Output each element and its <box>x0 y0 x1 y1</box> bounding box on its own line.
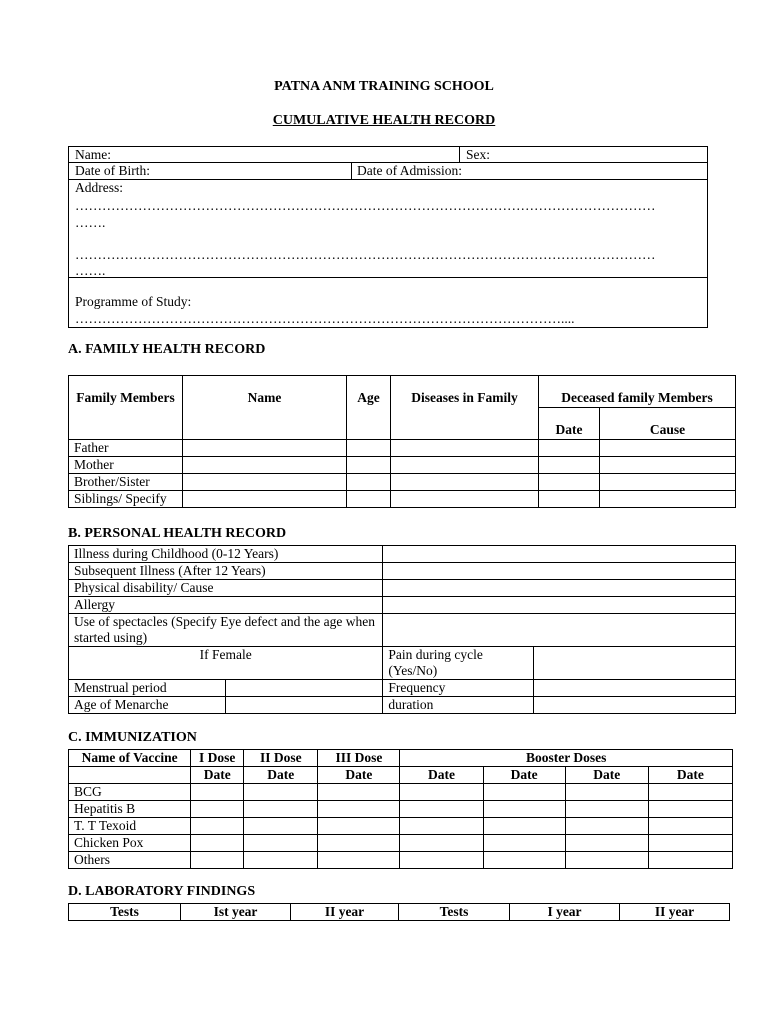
family-row-label: Brother/Sister <box>69 474 183 491</box>
table-row <box>69 784 733 801</box>
frequency-label: Frequency <box>383 680 534 697</box>
col-diseases: Diseases in Family <box>391 376 539 440</box>
admission-label: Date of Admission: <box>357 163 462 178</box>
col-name: Name <box>183 376 347 440</box>
table-row <box>69 580 736 597</box>
lab-col-second-year: II year <box>620 904 730 921</box>
ph-row-label: Allergy <box>69 597 383 614</box>
col-dose-3: III Dose <box>318 750 400 767</box>
table-row <box>69 614 736 647</box>
name-label: Name: <box>75 147 111 162</box>
immunization-heading: C. IMMUNIZATION <box>68 730 197 745</box>
family-row-label: Siblings/ Specify <box>69 491 183 508</box>
ph-row-label: Use of spectacles (Specify Eye defect and the age when started using) <box>69 614 383 647</box>
table-row <box>69 491 736 508</box>
col-date: Date <box>318 767 400 784</box>
table-row <box>69 697 736 714</box>
immunization-table <box>68 749 733 869</box>
menstrual-label: Menstrual period <box>69 680 226 697</box>
lab-col-tests: Tests <box>69 904 181 921</box>
address-dots-2-end: ……. <box>75 263 106 278</box>
col-date: Date <box>565 767 648 784</box>
table-row <box>69 835 733 852</box>
table-row <box>69 647 736 680</box>
record-title: CUMULATIVE HEALTH RECORD <box>272 113 496 128</box>
col-dose-2: II Dose <box>244 750 318 767</box>
table-row <box>69 801 733 818</box>
sex-label: Sex: <box>466 147 491 162</box>
table-row <box>69 597 736 614</box>
col-vaccine: Name of Vaccine <box>69 750 191 767</box>
address-dots-1-end: ……. <box>75 215 106 230</box>
col-date: Date <box>483 767 565 784</box>
programme-dots: ……………………………………………………………………………………………….... <box>75 311 575 326</box>
ph-row-label: Subsequent Illness (After 12 Years) <box>69 563 383 580</box>
family-table <box>68 375 736 508</box>
vaccine-label: BCG <box>69 784 191 801</box>
lab-col-second-year: II year <box>291 904 399 921</box>
ph-row-label: Physical disability/ Cause <box>69 580 383 597</box>
personal-health-table <box>68 545 736 714</box>
col-date: Date <box>191 767 244 784</box>
menarche-label: Age of Menarche <box>69 697 226 714</box>
address-dots-2: ………………………………………………………………………………………………………………… <box>75 247 656 262</box>
col-date: Date <box>648 767 732 784</box>
col-booster: Booster Doses <box>400 750 733 767</box>
col-date: Date <box>244 767 318 784</box>
dob-label: Date of Birth: <box>75 163 150 178</box>
col-date: Date <box>400 767 483 784</box>
col-age: Age <box>347 376 391 440</box>
col-deceased-cause: Cause <box>600 408 736 440</box>
table-row <box>69 546 736 563</box>
family-row-label: Father <box>69 440 183 457</box>
table-row <box>69 680 736 697</box>
vaccine-label: T. T Texoid <box>69 818 191 835</box>
address-label: Address: <box>75 180 123 195</box>
family-heading: A. FAMILY HEALTH RECORD <box>68 342 266 357</box>
col-dose-1: I Dose <box>191 750 244 767</box>
ph-row-label: Illness during Childhood (0-12 Years) <box>69 546 383 563</box>
table-row <box>69 563 736 580</box>
lab-heading: D. LABORATORY FINDINGS <box>68 884 256 899</box>
programme-label: Programme of Study: <box>75 294 192 309</box>
vaccine-label: Chicken Pox <box>69 835 191 852</box>
if-female-label: If Female <box>69 647 383 680</box>
table-row <box>69 852 733 869</box>
family-row-label: Mother <box>69 457 183 474</box>
table-row <box>69 818 733 835</box>
lab-table <box>68 903 730 921</box>
table-row <box>69 457 736 474</box>
col-deceased: Deceased family Members <box>539 376 736 408</box>
school-title: PATNA ANM TRAINING SCHOOL <box>274 79 494 94</box>
personal-health-heading: B. PERSONAL HEALTH RECORD <box>68 526 287 541</box>
address-dots-1: ………………………………………………………………………………………………………………… <box>75 198 656 213</box>
table-row <box>69 474 736 491</box>
vaccine-label: Others <box>69 852 191 869</box>
duration-label: duration <box>383 697 534 714</box>
table-row <box>69 440 736 457</box>
lab-col-first-year: Ist year <box>181 904 291 921</box>
pain-label: Pain during cycle (Yes/No) <box>383 647 534 680</box>
lab-col-tests: Tests <box>399 904 510 921</box>
col-family-members: Family Members <box>69 376 183 440</box>
col-deceased-date: Date <box>539 408 600 440</box>
lab-col-first-year: I year <box>510 904 620 921</box>
vaccine-label: Hepatitis B <box>69 801 191 818</box>
